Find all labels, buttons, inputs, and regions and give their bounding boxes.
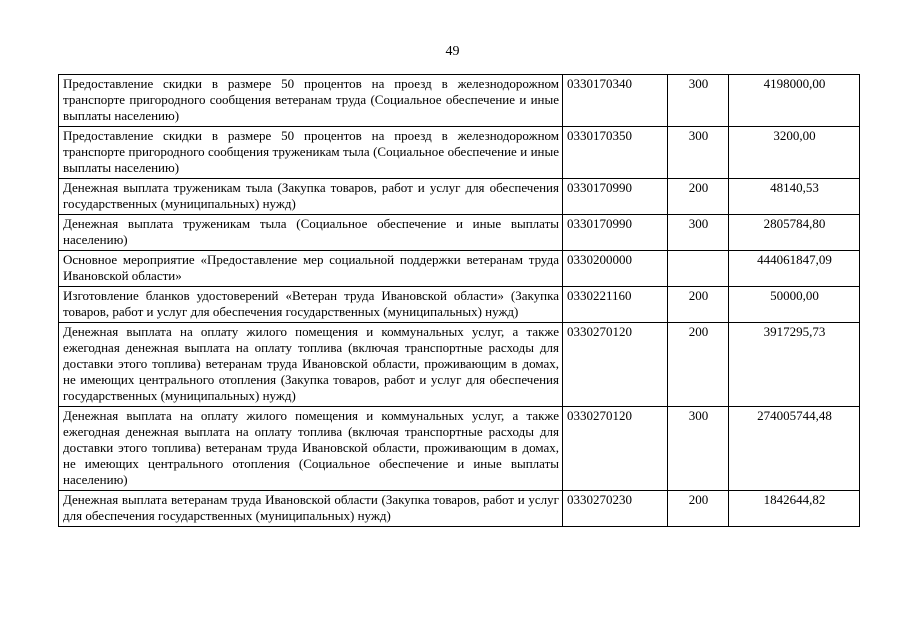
row-type: 300 bbox=[668, 127, 729, 179]
row-name: Денежная выплата ветеранам труда Ивановской области (Закупка товаров, работ и услуг для обеспечения государственных (муниципальных) нужд) bbox=[59, 491, 563, 527]
table-row bbox=[59, 287, 860, 323]
row-amount: 1842644,82 bbox=[729, 491, 860, 527]
row-name: Денежная выплата труженикам тыла (Социальное обеспечение и иные выплаты населению) bbox=[59, 215, 563, 251]
table-row bbox=[59, 407, 860, 491]
row-code: 0330170990 bbox=[563, 215, 668, 251]
table-row bbox=[59, 75, 860, 127]
row-amount: 444061847,09 bbox=[729, 251, 860, 287]
row-code: 0330170990 bbox=[563, 179, 668, 215]
row-name: Основное мероприятие «Предоставление мер социальной поддержки ветеранам труда Ивановской области» bbox=[59, 251, 563, 287]
row-type: 300 bbox=[668, 215, 729, 251]
budget-table-body bbox=[59, 75, 860, 527]
row-type: 300 bbox=[668, 407, 729, 491]
row-amount: 48140,53 bbox=[729, 179, 860, 215]
table-row bbox=[59, 323, 860, 407]
row-amount: 2805784,80 bbox=[729, 215, 860, 251]
row-type bbox=[668, 251, 729, 287]
row-name: Денежная выплата на оплату жилого помещения и коммунальных услуг, а также ежегодная денежная выплата на оплату топлива (включая транспортные расходы для доставки этого топлива) ветеранам труда Ивановской области, проживающим в домах, не имеющих центрального отопления (Социальное обеспечение и иные выплаты населению) bbox=[59, 407, 563, 491]
table-row bbox=[59, 127, 860, 179]
row-code: 0330221160 bbox=[563, 287, 668, 323]
row-type: 200 bbox=[668, 323, 729, 407]
row-name: Предоставление скидки в размере 50 процентов на проезд в железнодорожном транспорте пригородного сообщения ветеранам труда (Социальное обеспечение и иные выплаты населению) bbox=[59, 75, 563, 127]
table-row bbox=[59, 179, 860, 215]
row-name: Денежная выплата труженикам тыла (Закупка товаров, работ и услуг для обеспечения государственных (муниципальных) нужд) bbox=[59, 179, 563, 215]
table-row bbox=[59, 491, 860, 527]
row-code: 0330270230 bbox=[563, 491, 668, 527]
row-type: 200 bbox=[668, 287, 729, 323]
table-row bbox=[59, 215, 860, 251]
row-name: Изготовление бланков удостоверений «Ветеран труда Ивановской области» (Закупка товаров, работ и услуг для обеспечения государственных (муниципальных) нужд) bbox=[59, 287, 563, 323]
budget-table bbox=[58, 74, 860, 527]
page-number: 49 bbox=[445, 44, 460, 59]
row-amount: 50000,00 bbox=[729, 287, 860, 323]
row-amount: 3917295,73 bbox=[729, 323, 860, 407]
row-code: 0330170340 bbox=[563, 75, 668, 127]
row-code: 0330170350 bbox=[563, 127, 668, 179]
table-row bbox=[59, 251, 860, 287]
row-name: Предоставление скидки в размере 50 процентов на проезд в железнодорожном транспорте пригородного сообщения труженикам тыла (Социальное обеспечение и иные выплаты населению) bbox=[59, 127, 563, 179]
row-type: 300 bbox=[668, 75, 729, 127]
row-type: 200 bbox=[668, 491, 729, 527]
row-type: 200 bbox=[668, 179, 729, 215]
row-code: 0330200000 bbox=[563, 251, 668, 287]
row-amount: 274005744,48 bbox=[729, 407, 860, 491]
row-amount: 3200,00 bbox=[729, 127, 860, 179]
row-code: 0330270120 bbox=[563, 323, 668, 407]
row-name: Денежная выплата на оплату жилого помещения и коммунальных услуг, а также ежегодная денежная выплата на оплату топлива (включая транспортные расходы для доставки этого топлива) ветеранам труда Ивановской области, проживающим в домах, не имеющих центрального отопления (Закупка товаров, работ и услуг для обеспечения государственных (муниципальных) нужд) bbox=[59, 323, 563, 407]
row-amount: 4198000,00 bbox=[729, 75, 860, 127]
row-code: 0330270120 bbox=[563, 407, 668, 491]
